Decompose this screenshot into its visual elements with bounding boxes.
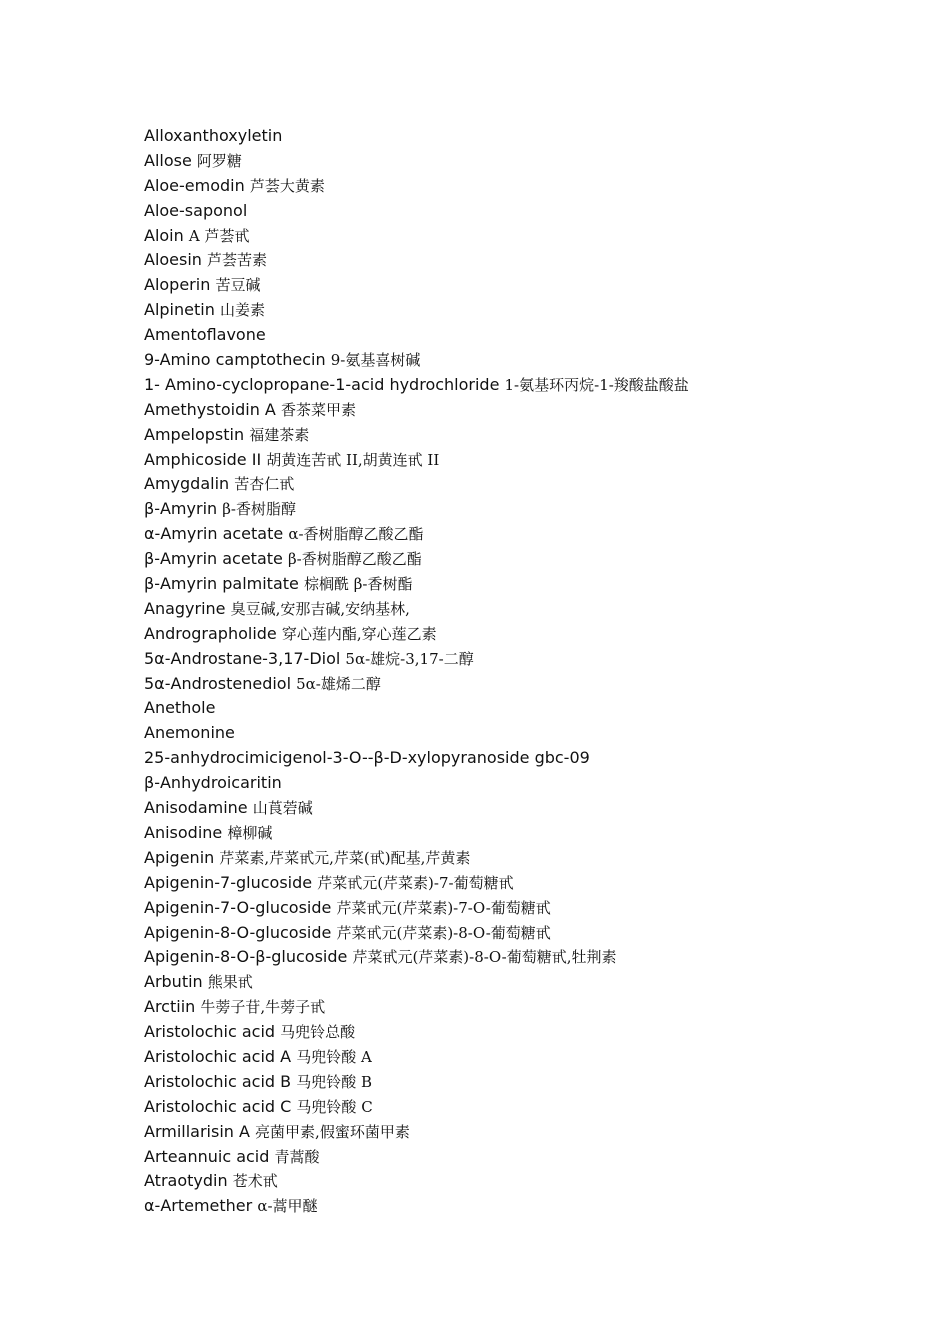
- entry-english-name: Amentoflavone: [144, 325, 266, 345]
- entry-chinese-name: α-蒿甲醚: [257, 1197, 318, 1216]
- entry-chinese-name: 青蒿酸: [274, 1147, 320, 1166]
- entry-chinese-name: 山姜素: [219, 301, 265, 320]
- entry-english-name: Anethole: [144, 698, 216, 718]
- entry-chinese-name: 马兜铃酸 A: [296, 1047, 372, 1066]
- glossary-entry: [144, 796, 689, 821]
- entry-english-name: 5α-Androstane-3,17-Diol: [144, 648, 341, 668]
- glossary-entry: [144, 224, 689, 249]
- entry-chinese-name: 苍术甙: [232, 1172, 278, 1191]
- entry-chinese-name: 苦豆碱: [215, 276, 261, 295]
- entry-english-name: Aristolochic acid: [144, 1022, 276, 1042]
- entry-chinese-name: 芹菜素,芹菜甙元,芹菜(甙)配基,芹黄素: [219, 848, 471, 867]
- entry-english-name: Apigenin: [144, 847, 215, 867]
- entry-english-name: Anisodamine: [144, 798, 248, 818]
- entry-english-name: Amethystoidin A: [144, 399, 276, 419]
- glossary-entry: [144, 1120, 689, 1145]
- glossary-entry: [144, 1045, 689, 1070]
- glossary-entry: [144, 423, 689, 448]
- compound-glossary-list: [144, 124, 689, 1219]
- entry-chinese-name: 棕榈酰 β-香树酯: [303, 575, 413, 594]
- glossary-entry: [144, 298, 689, 323]
- entry-english-name: Arteannuic acid: [144, 1146, 270, 1166]
- glossary-entry: [144, 622, 689, 647]
- entry-english-name: β-Anhydroicaritin: [144, 773, 282, 793]
- entry-english-name: Allose: [144, 150, 192, 170]
- entry-chinese-name: 芦荟大黄素: [249, 176, 325, 195]
- entry-chinese-name: 樟柳碱: [227, 823, 273, 842]
- glossary-entry: [144, 597, 689, 622]
- entry-chinese-name: 臭豆碱,安那吉碱,安纳基林,: [230, 599, 410, 618]
- glossary-entry: [144, 1070, 689, 1095]
- entry-chinese-name: 胡黄连苦甙 II,胡黄连甙 II: [266, 450, 440, 469]
- entry-chinese-name: 阿罗糖: [196, 151, 242, 170]
- entry-chinese-name: 苦杏仁甙: [234, 475, 295, 494]
- glossary-entry: [144, 995, 689, 1020]
- entry-english-name: Aloperin: [144, 275, 211, 295]
- entry-english-name: Andrographolide: [144, 623, 277, 643]
- entry-english-name: Armillarisin A: [144, 1121, 250, 1141]
- glossary-entry: [144, 348, 689, 373]
- glossary-entry: [144, 896, 689, 921]
- entry-chinese-name: 马兜铃酸 C: [296, 1097, 373, 1116]
- glossary-entry: [144, 1169, 689, 1194]
- entry-english-name: Alpinetin: [144, 300, 215, 320]
- entry-english-name: Aloe-saponol: [144, 200, 248, 220]
- glossary-entry: [144, 846, 689, 871]
- glossary-entry: [144, 174, 689, 199]
- entry-chinese-name: 亮菌甲素,假蜜环菌甲素: [255, 1122, 410, 1141]
- entry-chinese-name: 9-氨基喜树碱: [330, 351, 421, 370]
- glossary-entry: [144, 472, 689, 497]
- entry-english-name: 5α-Androstenediol: [144, 673, 292, 693]
- glossary-entry: [144, 746, 689, 771]
- glossary-entry: [144, 323, 689, 348]
- entry-english-name: 9-Amino camptothecin: [144, 350, 326, 370]
- entry-chinese-name: 芦荟苦素: [207, 251, 268, 270]
- entry-chinese-name: 芹菜甙元(芹菜素)-7-O-葡萄糖甙: [336, 898, 551, 917]
- glossary-entry: [144, 1095, 689, 1120]
- entry-chinese-name: α-香树脂醇乙酸乙酯: [288, 525, 424, 544]
- glossary-entry: [144, 1145, 689, 1170]
- entry-chinese-name: 熊果甙: [207, 973, 253, 992]
- glossary-entry: [144, 373, 689, 398]
- glossary-entry: [144, 871, 689, 896]
- entry-english-name: Aloesin: [144, 250, 202, 270]
- entry-english-name: Apigenin-8-O-glucoside: [144, 922, 332, 942]
- entry-english-name: Anisodine: [144, 822, 223, 842]
- entry-chinese-name: 山莨菪碱: [252, 799, 313, 818]
- entry-english-name: Aristolochic acid B: [144, 1071, 292, 1091]
- glossary-entry: [144, 199, 689, 224]
- glossary-entry: [144, 522, 689, 547]
- entry-chinese-name: β-香树脂醇: [222, 500, 296, 519]
- glossary-entry: [144, 771, 689, 796]
- glossary-entry: [144, 248, 689, 273]
- entry-chinese-name: 5α-雄烯二醇: [296, 674, 381, 693]
- entry-english-name: β-Amyrin: [144, 499, 218, 519]
- entry-english-name: Arbutin: [144, 972, 203, 992]
- glossary-entry: [144, 672, 689, 697]
- entry-english-name: Apigenin-7-O-glucoside: [144, 897, 332, 917]
- glossary-entry: [144, 970, 689, 995]
- entry-chinese-name: A 芦荟甙: [188, 226, 250, 245]
- entry-english-name: Apigenin-7-glucoside: [144, 872, 313, 892]
- entry-english-name: Aristolochic acid C: [144, 1096, 292, 1116]
- entry-english-name: Ampelopstin: [144, 424, 245, 444]
- entry-chinese-name: β-香树脂醇乙酸乙酯: [287, 550, 422, 569]
- entry-english-name: α-Amyrin acetate: [144, 524, 284, 544]
- entry-english-name: 25-anhydrocimicigenol-3-O--β-D-xylopyranoside gbc-09: [144, 748, 590, 768]
- entry-english-name: Aloe-emodin: [144, 175, 245, 195]
- glossary-entry: [144, 448, 689, 473]
- entry-english-name: β-Amyrin acetate: [144, 549, 283, 569]
- glossary-entry: [144, 647, 689, 672]
- entry-chinese-name: 马兜铃总酸: [280, 1023, 356, 1042]
- entry-english-name: β-Amyrin palmitate: [144, 574, 299, 594]
- entry-english-name: Amygdalin: [144, 474, 230, 494]
- glossary-entry: [144, 398, 689, 423]
- glossary-entry: [144, 696, 689, 721]
- entry-chinese-name: 香茶菜甲素: [280, 400, 356, 419]
- entry-english-name: Amphicoside II: [144, 449, 262, 469]
- entry-chinese-name: 穿心莲内酯,穿心莲乙素: [281, 624, 437, 643]
- entry-chinese-name: 牛蒡子苷,牛蒡子甙: [200, 998, 326, 1017]
- entry-english-name: Alloxanthoxyletin: [144, 126, 283, 145]
- entry-chinese-name: 马兜铃酸 B: [296, 1072, 373, 1091]
- entry-chinese-name: 5α-雄烷-3,17-二醇: [345, 649, 474, 668]
- entry-english-name: Arctiin: [144, 997, 196, 1017]
- glossary-entry: [144, 149, 689, 174]
- entry-english-name: Aloin: [144, 225, 184, 245]
- entry-chinese-name: 芹菜甙元(芹菜素)-7-葡萄糖甙: [317, 873, 514, 892]
- glossary-entry: [144, 921, 689, 946]
- glossary-entry: [144, 547, 689, 572]
- entry-english-name: 1- Amino-cyclopropane-1-acid hydrochloride: [144, 374, 500, 394]
- entry-english-name: α-Artemether: [144, 1196, 253, 1216]
- entry-english-name: Aristolochic acid A: [144, 1046, 292, 1066]
- glossary-entry: [144, 497, 689, 522]
- glossary-entry: [144, 721, 689, 746]
- glossary-entry: [144, 1194, 689, 1219]
- entry-english-name: Apigenin-8-O-β-glucoside: [144, 947, 348, 967]
- entry-chinese-name: 芹菜甙元(芹菜素)-8-O-葡萄糖甙,牡荆素: [352, 948, 617, 967]
- entry-chinese-name: 1-氨基环丙烷-1-羧酸盐酸盐: [504, 375, 689, 394]
- glossary-entry: [144, 1020, 689, 1045]
- entry-english-name: Anagyrine: [144, 598, 226, 618]
- glossary-entry: [144, 273, 689, 298]
- glossary-entry: [144, 572, 689, 597]
- entry-english-name: Atraotydin: [144, 1171, 228, 1191]
- entry-english-name: Anemonine: [144, 723, 235, 743]
- entry-chinese-name: 福建茶素: [249, 425, 310, 444]
- glossary-entry: [144, 945, 689, 970]
- entry-chinese-name: 芹菜甙元(芹菜素)-8-O-葡萄糖甙: [336, 923, 551, 942]
- glossary-entry: [144, 124, 689, 149]
- glossary-entry: [144, 821, 689, 846]
